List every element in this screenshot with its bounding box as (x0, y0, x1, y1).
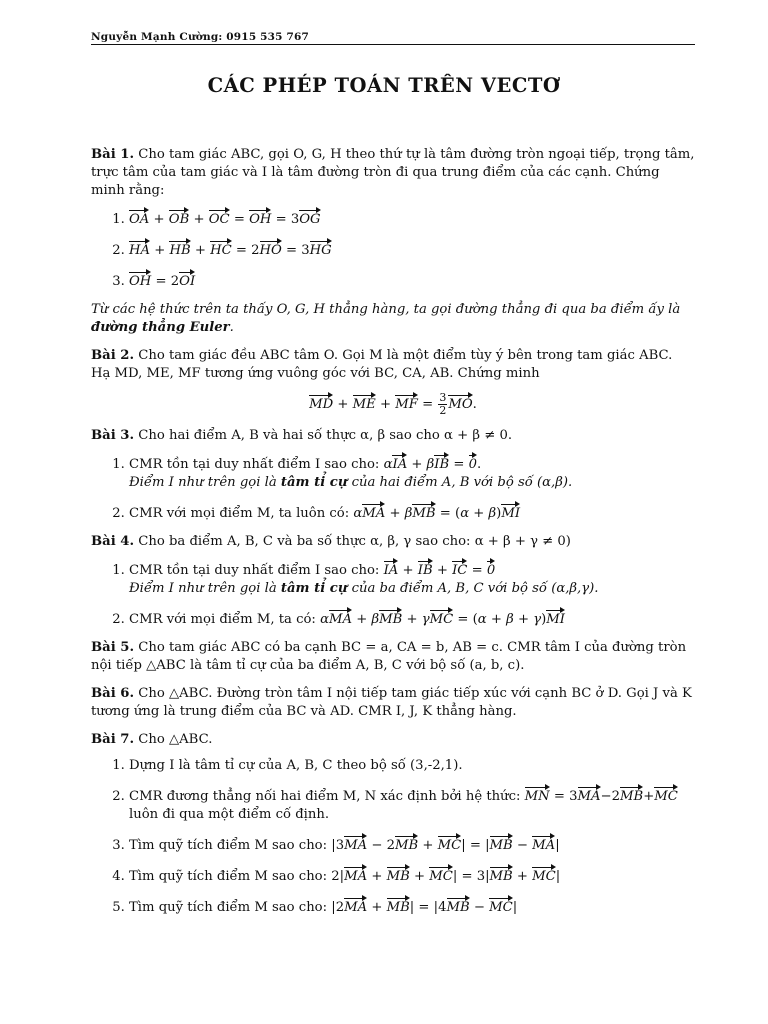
exercise-7-item-2: 2. CMR đương thẳng nối hai điểm M, N xác định bởi hệ thức: MN = 3MA−2MB+MC luôn đi qua một điểm cố định. (129, 785, 695, 824)
exercise-4-text: Cho ba điểm A, B, C và ba số thực α, β, γ sao cho: α + β + γ ≠ 0) (138, 534, 571, 549)
exercise-3-text: Cho hai điểm A, B và hai số thực α, β sao cho α + β ≠ 0. (138, 428, 513, 443)
exercise-7-label: Bài 7. (91, 732, 135, 747)
exercise-2 (91, 347, 695, 417)
exercise-4-list (91, 559, 695, 629)
exercise-1-item-3: 3. OH = 2OI (129, 270, 695, 291)
exercise-3-label: Bài 3. (91, 428, 135, 443)
exercise-6-label: Bài 6. (91, 686, 135, 701)
exercise-7-item-3: 3. Tìm quỹ tích điểm M sao cho: |3MA − 2MB + MC| = |MB − MA| (129, 834, 695, 855)
exercise-3-item-2: 2. CMR với mọi điểm M, ta luôn có: αMA + βMB = (α + β)MI (129, 502, 695, 523)
exercise-1 (91, 146, 695, 337)
exercise-2-formula: MD + ME + MF = $\frac{3}{2}$ MO. (309, 391, 477, 417)
exercise-3-list (91, 453, 695, 523)
exercise-1-item-1: 1. OA + OB + OC = OH = 3OG (129, 208, 695, 229)
exercise-7-item-4: 4. Tìm quỹ tích điểm M sao cho: 2|MA + MB + MC| = 3|MB + MC| (129, 865, 695, 886)
document-body (91, 146, 695, 927)
exercise-6-text: Cho △ABC. Đường tròn tâm I nội tiếp tam giác tiếp xúc với cạnh BC ở D. Gọi J và K tương ứng là trung điểm của BC và AD. CMR I, J, K thẳng hàng. (91, 686, 692, 719)
exercise-3 (91, 427, 695, 523)
page-title: CÁC PHÉP TOÁN TRÊN VECTƠ (207, 74, 561, 97)
exercise-2-text: Cho tam giác đều ABC tâm O. Gọi M là một điểm tùy ý bên trong tam giác ABC. Hạ MD, ME, MF tương ứng vuông góc với BC, CA, AB. Chứng minh (91, 348, 673, 381)
exercise-3-item-1: 1. CMR tồn tại duy nhất điểm I sao cho: αIA + βIB = 0. Điểm I như trên gọi là tâm tỉ cự của hai điểm A, B với bộ số (α,β). (129, 453, 695, 492)
exercise-4 (91, 533, 695, 629)
exercise-2-label: Bài 2. (91, 348, 135, 363)
exercise-6 (91, 685, 695, 721)
exercise-1-list (91, 208, 695, 291)
euler-note: Từ các hệ thức trên ta thấy O, G, H thẳng hàng, ta gọi đường thẳng đi qua ba điểm ấy là đường thẳng Euler. (91, 302, 681, 335)
exercise-4-item-2: 2. CMR với mọi điểm M, ta có: αMA + βMB + γMC = (α + β + γ)MI (129, 608, 695, 629)
exercise-4-label: Bài 4. (91, 534, 135, 549)
exercise-1-label: Bài 1. (91, 147, 135, 162)
page-header: Nguyễn Mạnh Cường: 0915 535 767 (91, 31, 310, 43)
exercise-5-label: Bài 5. (91, 640, 135, 655)
exercise-7-item-1: 1. Dựng I là tâm tỉ cự của A, B, C theo bộ số (3,-2,1). (129, 757, 695, 775)
exercise-1-item-2: 2. HA + HB + HC = 2HO = 3HG (129, 239, 695, 260)
exercise-5 (91, 639, 695, 675)
exercise-7 (91, 731, 695, 917)
exercise-4-item-1: 1. CMR tồn tại duy nhất điểm I sao cho: IA + IB + IC = 0 Điểm I như trên gọi là tâm tỉ cự của ba điểm A, B, C với bộ số (α,β,γ). (129, 559, 695, 598)
exercise-1-text: Cho tam giác ABC, gọi O, G, H theo thứ tự là tâm đường tròn ngoại tiếp, trọng tâm, trực tâm của tam giác và I là tâm đường tròn đi qua trung điểm của các cạnh. Chứng minh rằng: (91, 147, 695, 198)
exercise-7-list (91, 757, 695, 917)
exercise-5-text: Cho tam giác ABC có ba cạnh BC = a, CA = b, AB = c. CMR tâm I của đường tròn nội tiếp △ABC là tâm tỉ cự của ba điểm A, B, C với bộ số (a, b, c). (91, 640, 687, 673)
header-divider (91, 44, 695, 45)
exercise-7-text: Cho △ABC. (138, 732, 213, 747)
exercise-7-item-5: 5. Tìm quỹ tích điểm M sao cho: |2MA + MB| = |4MB − MC| (129, 896, 695, 917)
euler-line-term: đường thẳng Euler (91, 320, 230, 335)
